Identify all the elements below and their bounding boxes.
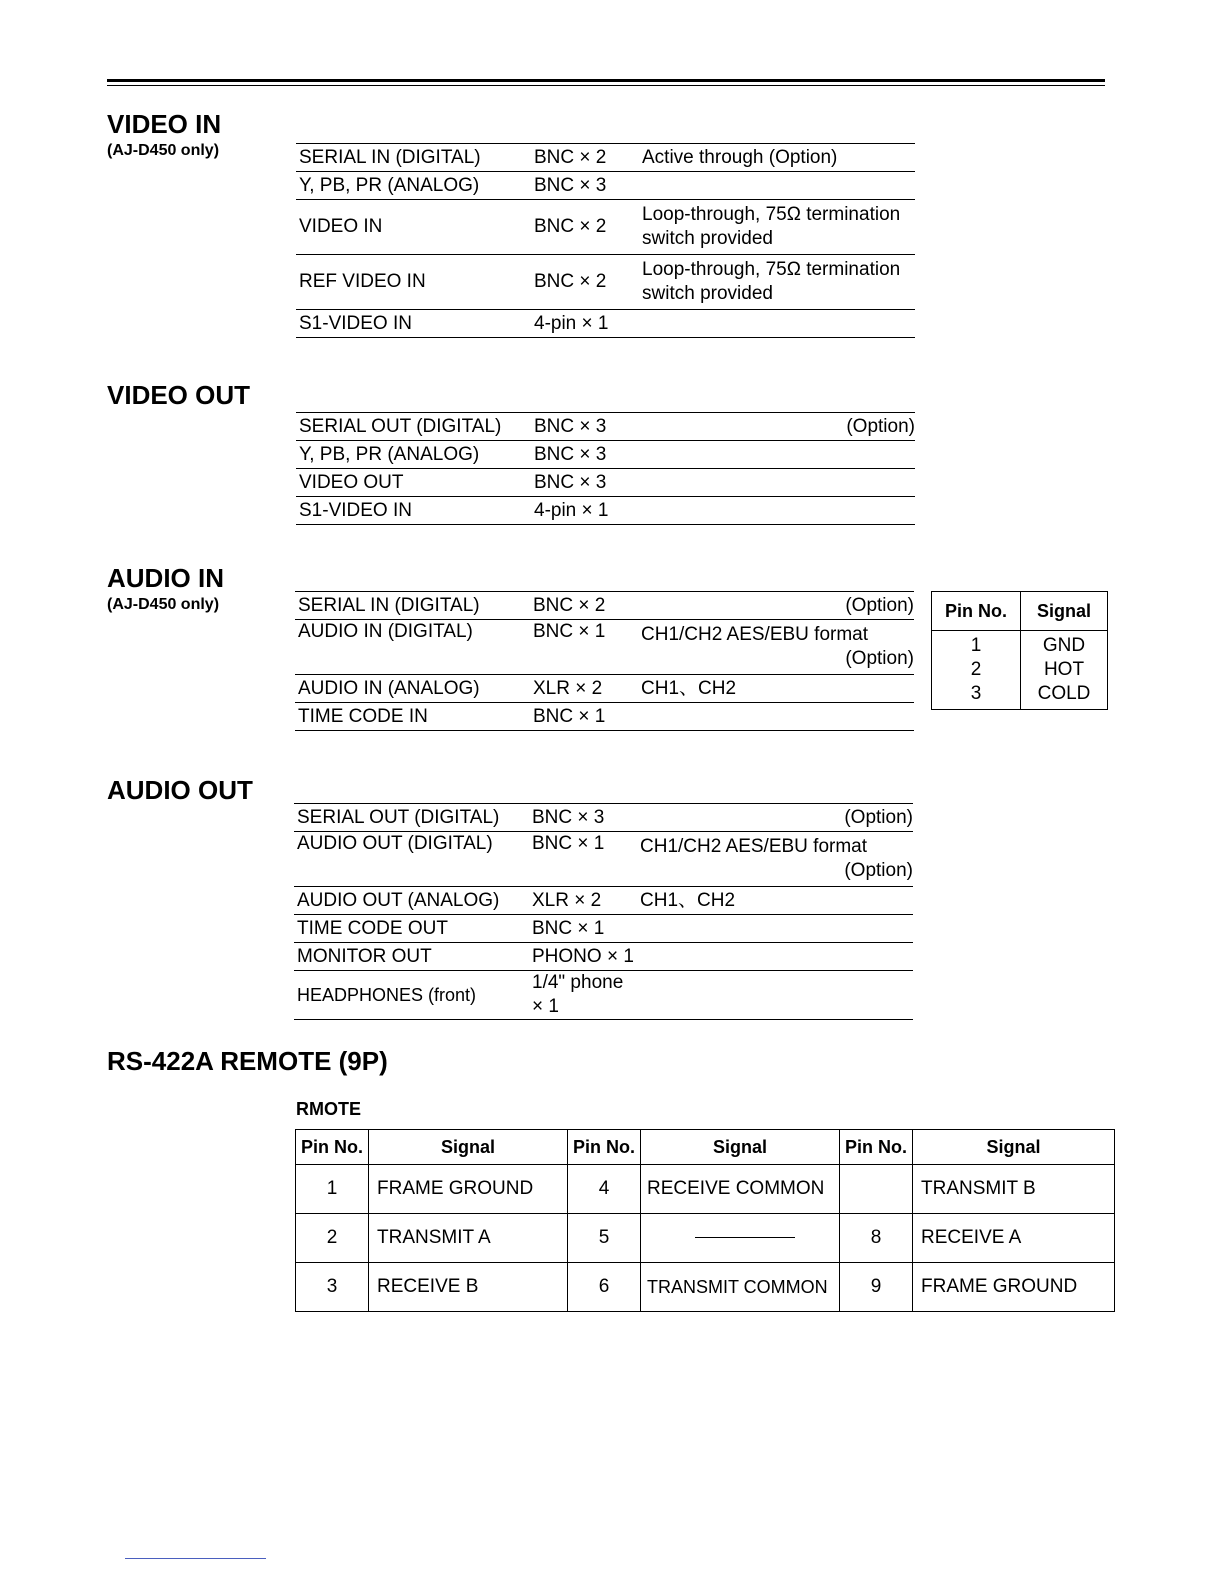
table-row (296, 310, 915, 338)
row-name: Y, PB, PR (ANALOG) (296, 172, 531, 200)
table-row (295, 675, 914, 703)
pin-cell: 4 (568, 1165, 641, 1214)
pin-cell: 9 (840, 1263, 913, 1312)
row-name: TIME CODE OUT (294, 915, 529, 943)
row-connector: BNC × 3 (531, 441, 639, 469)
signal-cell: FRAME GROUND (369, 1165, 568, 1214)
row-connector: BNC × 1 (530, 620, 638, 675)
pin-signal: HOT (1043, 659, 1085, 680)
table-row (296, 1263, 1115, 1312)
signal-header: Signal (1021, 592, 1108, 631)
pin-cell: 1 (296, 1165, 369, 1214)
row-name: Y, PB, PR (ANALOG) (296, 441, 531, 469)
pin-header: Pin No. (296, 1130, 369, 1165)
signal-cell: RECEIVE COMMON (641, 1165, 840, 1214)
table-row (296, 441, 915, 469)
row-name: SERIAL OUT (DIGITAL) (294, 804, 529, 832)
rs422-pin-table (295, 1129, 1115, 1312)
note-option: (Option) (844, 806, 913, 828)
row-note (639, 497, 915, 525)
row-note (638, 703, 914, 731)
row-note (639, 310, 915, 338)
row-connector: BNC × 1 (529, 832, 637, 887)
pin-cell: 3 (296, 1263, 369, 1312)
note-line-1: Loop-through, 75Ω termination (642, 204, 901, 225)
signal-cell (641, 1214, 840, 1263)
note-line-1: CH1/CH2 AES/EBU format (641, 624, 869, 645)
table-row (294, 887, 913, 915)
row-name: S1-VIDEO IN (296, 497, 531, 525)
row-connector: 1/4" phone × 1 (529, 971, 637, 1020)
pin-header: Pin No. (840, 1130, 913, 1165)
row-note: CH1、CH2 (637, 887, 913, 915)
no-signal-dash (695, 1237, 795, 1238)
pin-cell (840, 1165, 913, 1214)
row-connector: 4-pin × 1 (531, 497, 639, 525)
row-name: AUDIO OUT (DIGITAL) (294, 832, 529, 887)
xlr-pin-table (931, 591, 1108, 710)
note-option: (Option) (845, 594, 914, 616)
rs422-sublabel: RMOTE (296, 1099, 361, 1119)
pin-cell: 2 (296, 1214, 369, 1263)
signal-cell: RECEIVE A (913, 1214, 1115, 1263)
note-option: (Option) (846, 415, 915, 437)
pin-cell: 8 (840, 1214, 913, 1263)
pin-number: 3 (970, 683, 982, 704)
pin-signal: GND (1042, 635, 1086, 656)
table-row (294, 943, 913, 971)
table-row (294, 832, 913, 887)
signal-header: Signal (641, 1130, 840, 1165)
pin-header: Pin No. (932, 592, 1021, 631)
table-row (296, 1214, 1115, 1263)
video-out-heading: VIDEO OUT (107, 380, 251, 410)
table-row (296, 469, 915, 497)
pin-signals (1021, 631, 1108, 710)
table-row (296, 200, 915, 255)
row-name: MONITOR OUT (294, 943, 529, 971)
video-in-subheading: (AJ-D450 only) (107, 142, 220, 159)
row-note (639, 172, 915, 200)
row-note (639, 413, 915, 441)
table-row (296, 497, 915, 525)
row-connector: BNC × 3 (529, 804, 637, 832)
table-row (296, 413, 915, 441)
row-connector: BNC × 3 (531, 469, 639, 497)
row-note (638, 620, 914, 675)
row-note (637, 832, 913, 887)
table-row (296, 255, 915, 310)
row-name: SERIAL OUT (DIGITAL) (296, 413, 531, 441)
audio-in-subheading: (AJ-D450 only) (107, 596, 220, 613)
row-note (638, 592, 914, 620)
note-line-1: CH1/CH2 AES/EBU format (640, 836, 868, 857)
pin-number: 2 (970, 659, 982, 680)
row-name: VIDEO IN (296, 200, 531, 255)
signal-header: Signal (369, 1130, 568, 1165)
row-connector: XLR × 2 (529, 887, 637, 915)
table-row (295, 620, 914, 675)
rs422-heading: RS-422A REMOTE (9P) (107, 1046, 388, 1076)
row-name: REF VIDEO IN (296, 255, 531, 310)
footer-rule (125, 1558, 266, 1559)
pin-signal: COLD (1037, 683, 1091, 704)
row-connector: BNC × 1 (529, 915, 637, 943)
table-row (294, 915, 913, 943)
audio-out-table (294, 803, 913, 1020)
table-row (295, 592, 914, 620)
note-option: (Option) (844, 860, 913, 881)
pin-number: 1 (970, 635, 982, 656)
row-note (639, 200, 915, 255)
row-connector: BNC × 3 (531, 413, 639, 441)
table-row (296, 172, 915, 200)
row-note (639, 469, 915, 497)
row-note: Active through (Option) (639, 144, 915, 172)
row-connector: BNC × 2 (530, 592, 638, 620)
row-connector: 4-pin × 1 (531, 310, 639, 338)
signal-cell: RECEIVE B (369, 1263, 568, 1312)
video-in-heading: VIDEO IN (107, 109, 222, 139)
table-row (932, 631, 1108, 710)
row-note (637, 943, 913, 971)
audio-in-heading: AUDIO IN (107, 563, 224, 593)
pin-header: Pin No. (568, 1130, 641, 1165)
video-out-table (296, 412, 915, 525)
signal-cell: FRAME GROUND (913, 1263, 1115, 1312)
table-row (294, 971, 913, 1020)
header-rule-thick (107, 79, 1105, 82)
row-name: TIME CODE IN (295, 703, 530, 731)
audio-in-table (295, 591, 914, 731)
row-name: SERIAL IN (DIGITAL) (295, 592, 530, 620)
row-name: S1-VIDEO IN (296, 310, 531, 338)
row-name: AUDIO OUT (ANALOG) (294, 887, 529, 915)
note-option: (Option) (845, 648, 914, 669)
row-name: AUDIO IN (DIGITAL) (295, 620, 530, 675)
row-name: HEADPHONES (front) (294, 971, 529, 1020)
row-note (637, 971, 913, 1020)
row-name: AUDIO IN (ANALOG) (295, 675, 530, 703)
audio-out-heading: AUDIO OUT (107, 775, 253, 805)
row-note (637, 804, 913, 832)
note-line-1: Loop-through, 75Ω termination (642, 259, 901, 280)
table-row (296, 1165, 1115, 1214)
row-connector: BNC × 2 (531, 255, 639, 310)
signal-cell: TRANSMIT COMMON (641, 1263, 840, 1312)
table-row (296, 144, 915, 172)
row-connector: XLR × 2 (530, 675, 638, 703)
table-row (294, 804, 913, 832)
row-note: CH1、CH2 (638, 675, 914, 703)
row-connector: BNC × 2 (531, 200, 639, 255)
pin-cell: 6 (568, 1263, 641, 1312)
row-connector: PHONO × 1 (529, 943, 637, 971)
signal-header: Signal (913, 1130, 1115, 1165)
header-rule-thin (107, 85, 1105, 86)
row-note (637, 915, 913, 943)
row-note (639, 255, 915, 310)
table-header-row (932, 592, 1108, 631)
row-connector: BNC × 1 (530, 703, 638, 731)
note-line-2: switch provided (642, 283, 773, 304)
table-header-row (296, 1130, 1115, 1165)
signal-cell: TRANSMIT A (369, 1214, 568, 1263)
pin-numbers (932, 631, 1021, 710)
row-connector: BNC × 2 (531, 144, 639, 172)
signal-cell: TRANSMIT B (913, 1165, 1115, 1214)
note-line-2: switch provided (642, 228, 773, 249)
row-note (639, 441, 915, 469)
table-row (295, 703, 914, 731)
pin-cell: 5 (568, 1214, 641, 1263)
row-name: SERIAL IN (DIGITAL) (296, 144, 531, 172)
video-in-table (296, 143, 915, 338)
row-connector: BNC × 3 (531, 172, 639, 200)
row-name: VIDEO OUT (296, 469, 531, 497)
